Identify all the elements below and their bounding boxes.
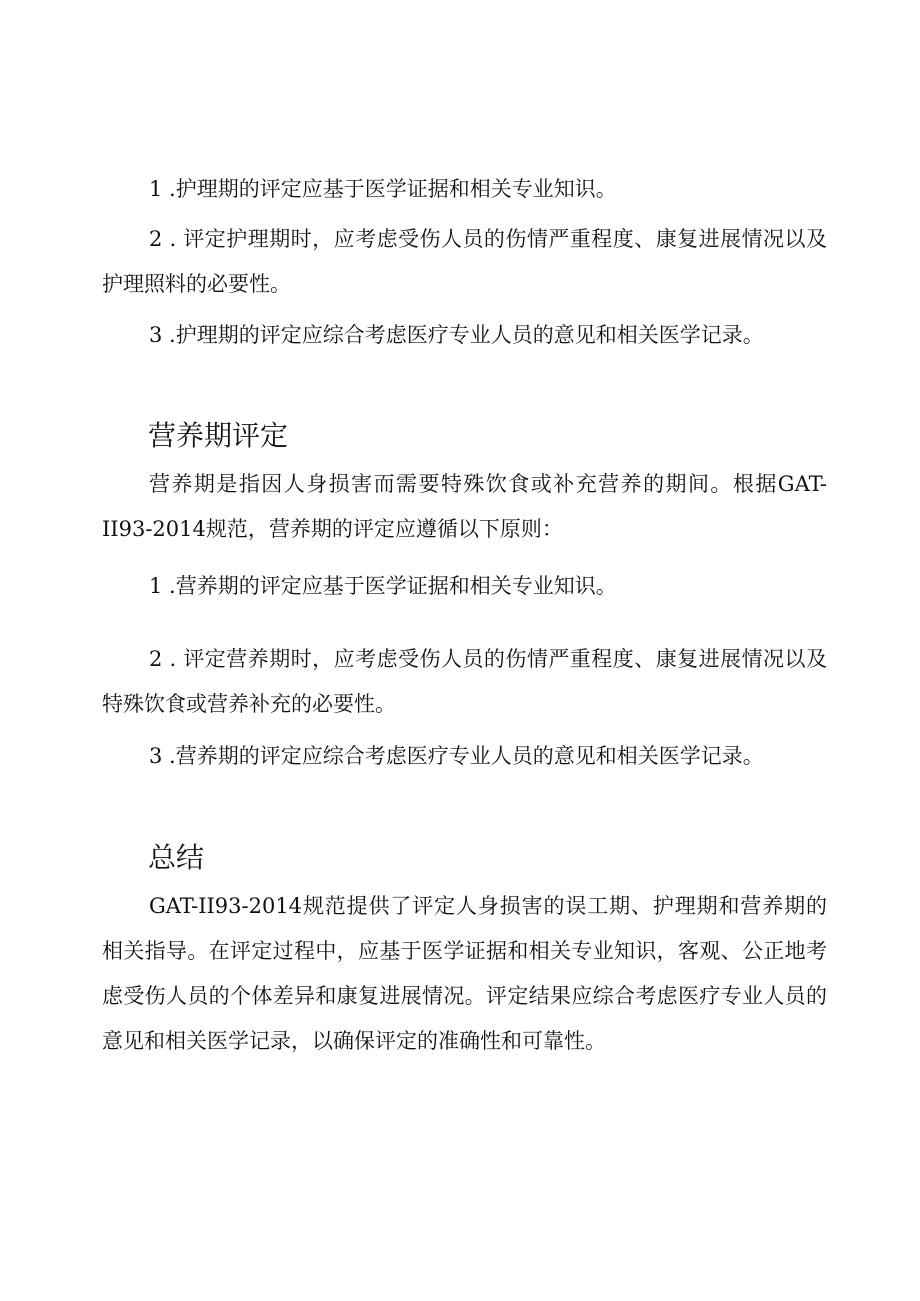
summary-paragraph: GAT-II93-2014规范提供了评定人身损害的误工期、护理期和营养期的相关指导。在评定过程中，应基于医学证据和相关专业知识，客观、公正地考虑受伤人员的个体差异和康复进展情况。评定结果应综合考虑医疗专业人员的意见和相关医学记录，以确保评定的准确性和可靠性。 bbox=[102, 894, 827, 1053]
nutrition-intro: 营养期是指因人身损害而需要特殊饮食或补充营养的期间。根据GAT-II93-2014规范，营养期的评定应遵循以下原则： bbox=[102, 472, 827, 541]
nutrition-item-1: 1 .营养期的评定应基于医学证据和相关专业知识。 bbox=[149, 574, 617, 598]
nutrition-item-3: 3 .营养期的评定应综合考虑医疗专业人员的意见和相关医学记录。 bbox=[149, 744, 764, 768]
nursing-item-1: 1 .护理期的评定应基于医学证据和相关专业知识。 bbox=[149, 177, 617, 201]
nutrition-item-2: 2 . 评定营养期时，应考虑受伤人员的伤情严重程度、康复进展情况以及特殊饮食或营养补充的必要性。 bbox=[102, 647, 827, 716]
nursing-item-3: 3 .护理期的评定应综合考虑医疗专业人员的意见和相关医学记录。 bbox=[149, 323, 764, 347]
heading-nutrition: 营养期评定 bbox=[148, 419, 289, 452]
nursing-item-2: 2 . 评定护理期时，应考虑受伤人员的伤情严重程度、康复进展情况以及护理照料的必要性。 bbox=[102, 227, 827, 296]
heading-summary: 总结 bbox=[148, 841, 205, 874]
